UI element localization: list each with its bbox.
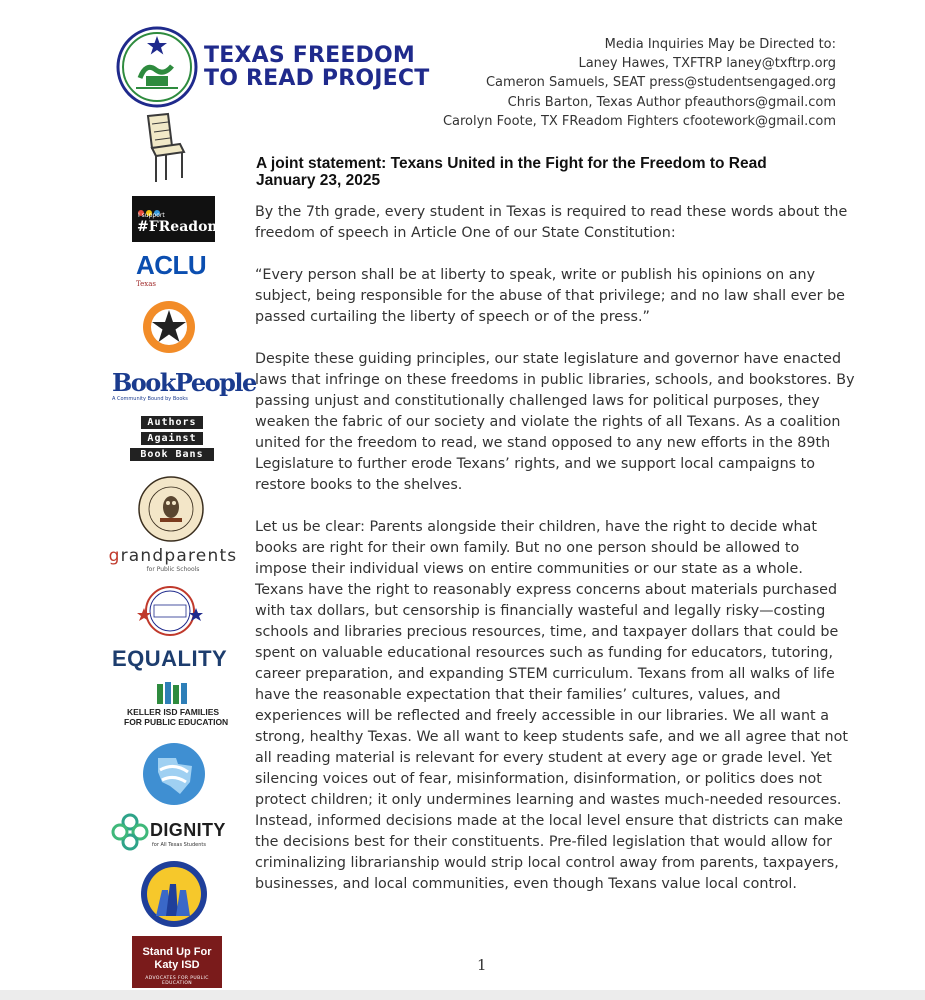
contact-line: Chris Barton, Texas Author pfeauthors@gmail.com — [507, 94, 836, 110]
aab-line: Authors — [141, 416, 203, 429]
aab-line: Against — [141, 432, 203, 445]
flower-icon — [110, 812, 150, 852]
keller-logo-line1: KELLER ISD FAMILIES — [126, 707, 220, 717]
aclu-logo-subtext: Texas — [136, 280, 156, 288]
statement-heading — [256, 155, 767, 189]
keller-isd-families-logo — [124, 682, 229, 738]
standup-logo-line2: Katy ISD — [154, 959, 200, 971]
texas-bipartisan-alliance-logo — [136, 584, 204, 638]
aab-line: Book Bans — [130, 448, 214, 461]
talking-animals-books-logo — [138, 476, 204, 542]
freadom-logo-text: #FReadom — [137, 219, 223, 235]
authors-against-book-bans-logo — [128, 416, 216, 466]
aclu-texas-logo — [136, 252, 208, 292]
grandparents-logo-subtext: for Public Schools — [146, 566, 200, 573]
statement-title: A joint statement: Texans United in the Fight for the Freedom to Read — [256, 155, 767, 172]
organization-title-line2: TO READ PROJECT — [204, 66, 430, 91]
stand-up-for-katy-isd-logo — [132, 936, 222, 988]
bookpeople-logo-tagline: A Community Bound by Books — [112, 396, 188, 402]
organization-title-line1: TEXAS FREEDOM — [204, 43, 416, 68]
standup-logo-line1: Stand Up For — [142, 946, 212, 958]
page-number: 1 — [477, 956, 487, 974]
statement-body — [255, 202, 855, 916]
contacts-heading: Media Inquiries May be Directed to: — [604, 37, 836, 52]
dignity-for-all-texas-students-logo — [110, 812, 236, 852]
grandparents-logo-rest: randparents — [120, 546, 238, 566]
page-bottom-edge — [0, 990, 925, 1000]
moms-for-texas-logo — [140, 742, 208, 806]
paragraph: Despite these guiding principles, our state legislature and governor have enacted laws that infringe on these freedoms in public libraries, schools, and bookstores. By passing unjust and constitutionally challenged laws for political purposes, they weaken the fabric of our society and violate the rights of all Texans. As a coalition united for the freedom to read, we stand opposed to any new efforts in the 89th Legislature to further erode Texans’ rights, and we support local campaigns to restore books to the shelves. — [255, 351, 855, 493]
contact-line: Laney Hawes, TXFTRP laney@txftrp.org — [578, 56, 836, 72]
organization-title — [204, 44, 429, 90]
equality-texas-logo — [112, 646, 240, 674]
freadom-logo-small-text: I support — [138, 212, 165, 219]
grandparents-logo-text — [106, 546, 240, 566]
freadom-logo — [132, 196, 223, 242]
grandparents-logo-g: g — [108, 546, 121, 566]
paragraph: Let us be clear: Parents alongside their children, have the right to decide what books are right for their own family. But no one person should be allowed to impose their individual views on entire communities or our state as a whole. Texans have the right to reasonably express concerns about materials purchased with tax dollars, but censorship is financially wasteful and legally risky—costing schools and libraries precious resources, time, and taxpayer dollars that could be spent on valuable educational resources such as funding for educators, tutoring, career preparation, and expanding STEM curriculum. Texans from all walks of life have the reasonable expectation that their families’ cultures, values, and experiences will be reflected and freely accessible in our libraries. We all want a strong, healthy Texas. We all want to keep students safe, and we all agree that not all reading material is relevant for every student at every age or grade level. Yet silencing voices out of fear, misinformation, disinformation, or politics does not protect children; it only undermines learning and wastes much-needed resources. Instead, informed decisions made at the local level ensure that districts can make the decisions best for their constituents. Pre-filed legislation that would allow for criminalizing librarianship would strip local control away from parents, taxpayers, businesses, and local communities, even though Texans value local control. — [255, 519, 848, 892]
standup-logo-subtext: ADVOCATES FOR PUBLIC EDUCATION — [145, 976, 209, 986]
bookpeople-logo-text: BookPeople — [112, 368, 256, 397]
contact-line: Carolyn Foote, TX FReadom Fighters cfootework@gmail.com — [442, 113, 836, 129]
media-contacts — [443, 35, 836, 131]
dignity-logo-subtext: for All Texas Students — [152, 842, 206, 848]
bookpeople-logo — [112, 368, 256, 406]
equality-logo-text: EQUALITY — [112, 646, 228, 671]
tfrp-logo-emblem — [116, 26, 198, 108]
constitution-quote: “Every person shall be at liberty to speak, write or publish his opinions on any subject, being responsible for the abuse of that privilege; and no law shall ever be passed curtailing the liberty of speech or of the press.” — [255, 267, 845, 325]
dignity-logo-text: DIGNITY — [150, 820, 226, 840]
paragraph: By the 7th grade, every student in Texas is required to read these words about the freedom of speech in Article One of our State Constitution: — [255, 204, 848, 241]
texas-institute-of-letters-logo — [142, 300, 196, 354]
contact-line: Cameron Samuels, SEAT press@studentsengaged.org — [485, 75, 836, 91]
grandparents-for-public-schools-logo — [106, 546, 240, 576]
aclu-logo-text: ACLU — [136, 250, 207, 280]
chair-logo — [142, 112, 190, 184]
books-icon — [153, 682, 193, 704]
all-in-lisd-logo — [140, 860, 208, 928]
statement-date: January 23, 2025 — [256, 172, 381, 189]
keller-logo-line2: FOR PUBLIC EDUCATION — [124, 717, 229, 727]
